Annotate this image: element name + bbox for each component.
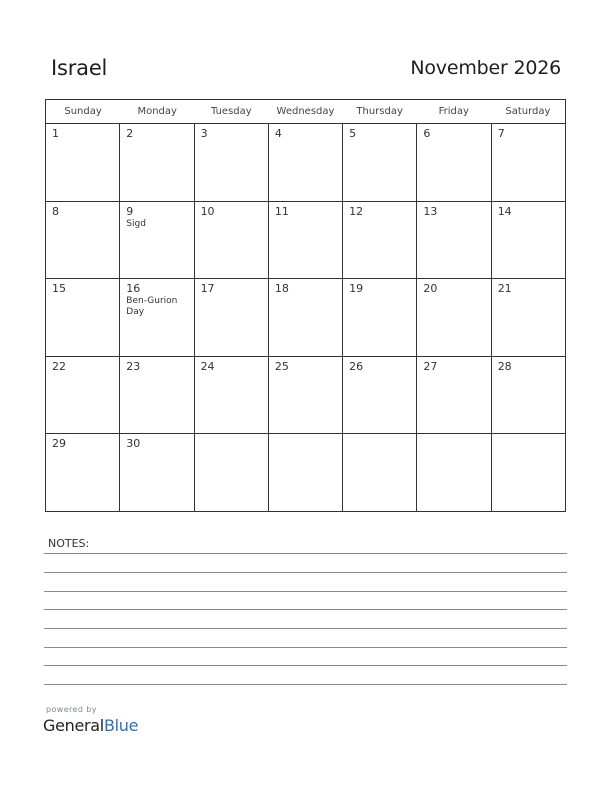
- week-row-3: [46, 279, 565, 357]
- day-cell: [492, 202, 565, 279]
- day-cell: [120, 434, 194, 512]
- day-number: 15: [52, 282, 66, 296]
- notes-line: [44, 628, 567, 629]
- day-number: 5: [349, 127, 357, 140]
- day-number: 22: [52, 359, 66, 373]
- brand-general-text: General: [43, 716, 104, 735]
- day-number: 1: [52, 127, 59, 140]
- week-row-1: [46, 124, 565, 202]
- holiday-label: Sigd: [126, 218, 146, 229]
- day-cell: [492, 357, 565, 434]
- day-number: 18: [274, 282, 289, 296]
- day-cell: [417, 124, 491, 201]
- calendar-grid: [45, 99, 566, 512]
- brand-blue-text: Blue: [103, 716, 139, 735]
- day-cell-empty: [343, 434, 417, 512]
- day-number: 7: [497, 127, 505, 140]
- day-cell: [269, 124, 343, 201]
- day-cell-empty: [492, 434, 565, 512]
- week-row-5: [46, 434, 565, 512]
- notes-line: [44, 647, 567, 648]
- weekday-friday: Friday: [438, 106, 469, 117]
- month-title: November 2026: [410, 57, 561, 79]
- day-number: 13: [423, 204, 438, 218]
- notes-label: NOTES:: [48, 537, 90, 550]
- day-cell: [343, 357, 417, 434]
- weekday-saturday: Saturday: [505, 106, 551, 117]
- weekday-monday: Monday: [137, 106, 177, 117]
- day-number: 23: [126, 359, 141, 373]
- day-cell: [46, 202, 120, 279]
- day-number: 11: [274, 204, 289, 218]
- day-number: 10: [200, 204, 215, 218]
- day-cell-empty: [417, 434, 491, 512]
- weekday-wednesday: Wednesday: [276, 106, 335, 117]
- day-cell: [120, 279, 194, 356]
- day-number: 17: [200, 282, 215, 296]
- notes-line: [44, 684, 567, 685]
- day-number: 4: [274, 127, 282, 140]
- day-cell: [46, 434, 120, 512]
- notes-line: [44, 609, 567, 610]
- day-number: 8: [52, 204, 59, 218]
- day-cell: [46, 357, 120, 434]
- day-cell: [343, 279, 417, 356]
- day-number: 9: [126, 204, 134, 218]
- day-cell-empty: [269, 434, 343, 512]
- day-number: 16: [126, 282, 141, 296]
- day-number: 14: [497, 204, 512, 218]
- powered-by-text: powered by: [46, 705, 97, 714]
- day-number: 12: [349, 204, 364, 218]
- day-cell: [417, 202, 491, 279]
- day-cell: [269, 279, 343, 356]
- notes-line: [44, 665, 567, 666]
- day-number: 28: [497, 359, 512, 373]
- week-row-4: [46, 357, 565, 435]
- generalblue-logo: [43, 716, 138, 735]
- day-cell: [492, 124, 565, 201]
- day-number: 25: [274, 359, 289, 373]
- notes-line: [44, 572, 567, 573]
- day-number: 30: [126, 437, 141, 451]
- day-cell: [343, 202, 417, 279]
- holiday-label: Ben-Gurion Day: [126, 296, 178, 318]
- day-number: 27: [423, 359, 438, 373]
- week-row-2: [46, 202, 565, 280]
- country-title: Israel: [51, 56, 108, 80]
- day-number: 19: [349, 282, 364, 296]
- day-cell: [120, 357, 194, 434]
- notes-line: [44, 591, 567, 592]
- day-cell: [46, 279, 120, 356]
- day-cell: [195, 279, 269, 356]
- day-cell: [46, 124, 120, 201]
- weekday-header-row: [46, 100, 565, 124]
- day-number: 3: [200, 127, 208, 140]
- weekday-tuesday: Tuesday: [211, 106, 252, 117]
- day-number: 24: [200, 359, 215, 373]
- day-cell: [120, 124, 194, 201]
- day-cell: [195, 357, 269, 434]
- notes-line: [44, 553, 567, 554]
- day-cell: [492, 279, 565, 356]
- day-number: 2: [126, 127, 134, 140]
- day-number: 6: [423, 127, 431, 140]
- weekday-sunday: Sunday: [64, 106, 102, 117]
- day-cell: [269, 202, 343, 279]
- day-cell: [195, 124, 269, 201]
- day-cell: [417, 357, 491, 434]
- weekday-thursday: Thursday: [356, 106, 403, 117]
- day-number: 26: [349, 359, 364, 373]
- day-cell: [120, 202, 194, 279]
- day-cell: [269, 357, 343, 434]
- day-number: 20: [423, 282, 438, 296]
- day-cell: [195, 202, 269, 279]
- day-number: 29: [52, 437, 66, 451]
- day-number: 21: [497, 282, 512, 296]
- day-cell-empty: [195, 434, 269, 512]
- day-cell: [343, 124, 417, 201]
- day-cell: [417, 279, 491, 356]
